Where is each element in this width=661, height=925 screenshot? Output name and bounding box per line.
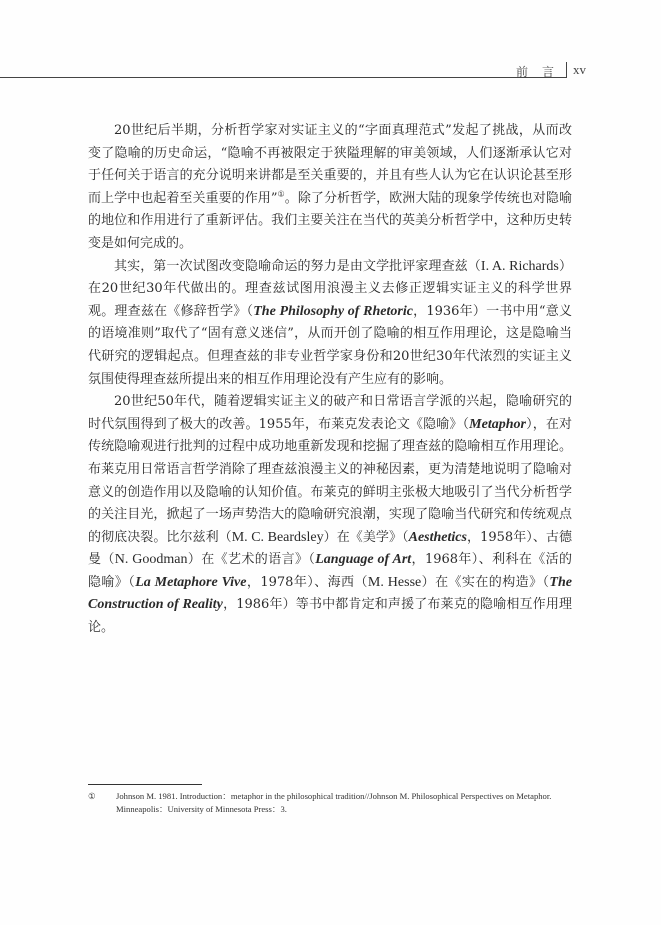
footnote bbox=[88, 790, 572, 816]
footnote-text: Johnson M. 1981. Introduction：metaphor in the philosophical tradition//Johnson M. Philosophical Perspectives on Metaphor. Minneapolis：University of Minnesota Press：3. bbox=[116, 791, 552, 814]
paragraph-3: 20世纪50年代，随着逻辑实证主义的破产和日常语言学派的兴起，隐喻研究的时代氛围得到了极大的改善。1955年，布莱克发表论文《隐喻》（Metaphor），在对传统隐喻观进行批判的过程中成功地重新发现和挖掘了理查兹的隐喻相互作用理论。布莱克用日常语言哲学消除了理查兹浪漫主义的神秘因素，更为清楚地说明了隐喻对意义的创造作用以及隐喻的认知价值。布莱克的鲜明主张极大地吸引了当代分析哲学的关注目光，掀起了一场声势浩大的隐喻研究浪潮，实现了隐喻当代研究和传统观点的彻底决裂。比尔兹利（M. C. Beardsley）在《美学》（Aesthetics，1958年）、古德曼（N. Goodman）在《艺术的语言》（Language of Art，1968年）、利科在《活的隐喻》（La Metaphore Vive，1978年）、海西（M. Hesse）在《实在的构造》（The Construction of Reality，1986年）等书中都肯定和声援了布莱克的隐喻相互作用理论。 bbox=[88, 394, 572, 636]
paragraph-2: 其实，第一次试图改变隐喻命运的努力是由文学批评家理查兹（I. A. Richards）在20世纪30年代做出的。理查兹试图用浪漫主义去修正逻辑实证主义的科学世界观。理查兹在《修辞哲学》（The Philosophy of Rhetoric，1936年）一书中用“意义的语境准则”取代了“固有意义迷信”，从而开创了隐喻的相互作用理论，这是隐喻当代研究的逻辑起点。但理查兹的非专业哲学家身份和20世纪30年代浓烈的实证主义氛围使得理查兹所提出来的相互作用理论没有产生应有的影响。 bbox=[88, 258, 573, 387]
body-text bbox=[88, 120, 572, 640]
page-number: xv bbox=[573, 62, 586, 77]
footnote-rule bbox=[88, 784, 202, 785]
running-header-title: 前言 bbox=[516, 65, 569, 79]
footnote-reference[interactable]: ① bbox=[277, 189, 285, 199]
header-rule bbox=[0, 77, 566, 78]
footnote-mark: ① bbox=[88, 791, 96, 801]
paragraph-1: 20世纪后半期，分析哲学家对实证主义的“字面真理范式”发起了挑战，从而改变了隐喻的历史命运，“隐喻不再被限定于狭隘理解的审美领域，人们逐渐承认它对于任何关于语言的充分说明来讲都是至关重要的，并且有些人认为它在认识论甚至形而上学中也起着至关重要的作用”①。除了分析哲学，欧洲大陆的现象学传统也对隐喻的地位和作用进行了重新评估。我们主要关注在当代的英美分析哲学中，这种历史转变是如何完成的。 bbox=[88, 123, 572, 251]
